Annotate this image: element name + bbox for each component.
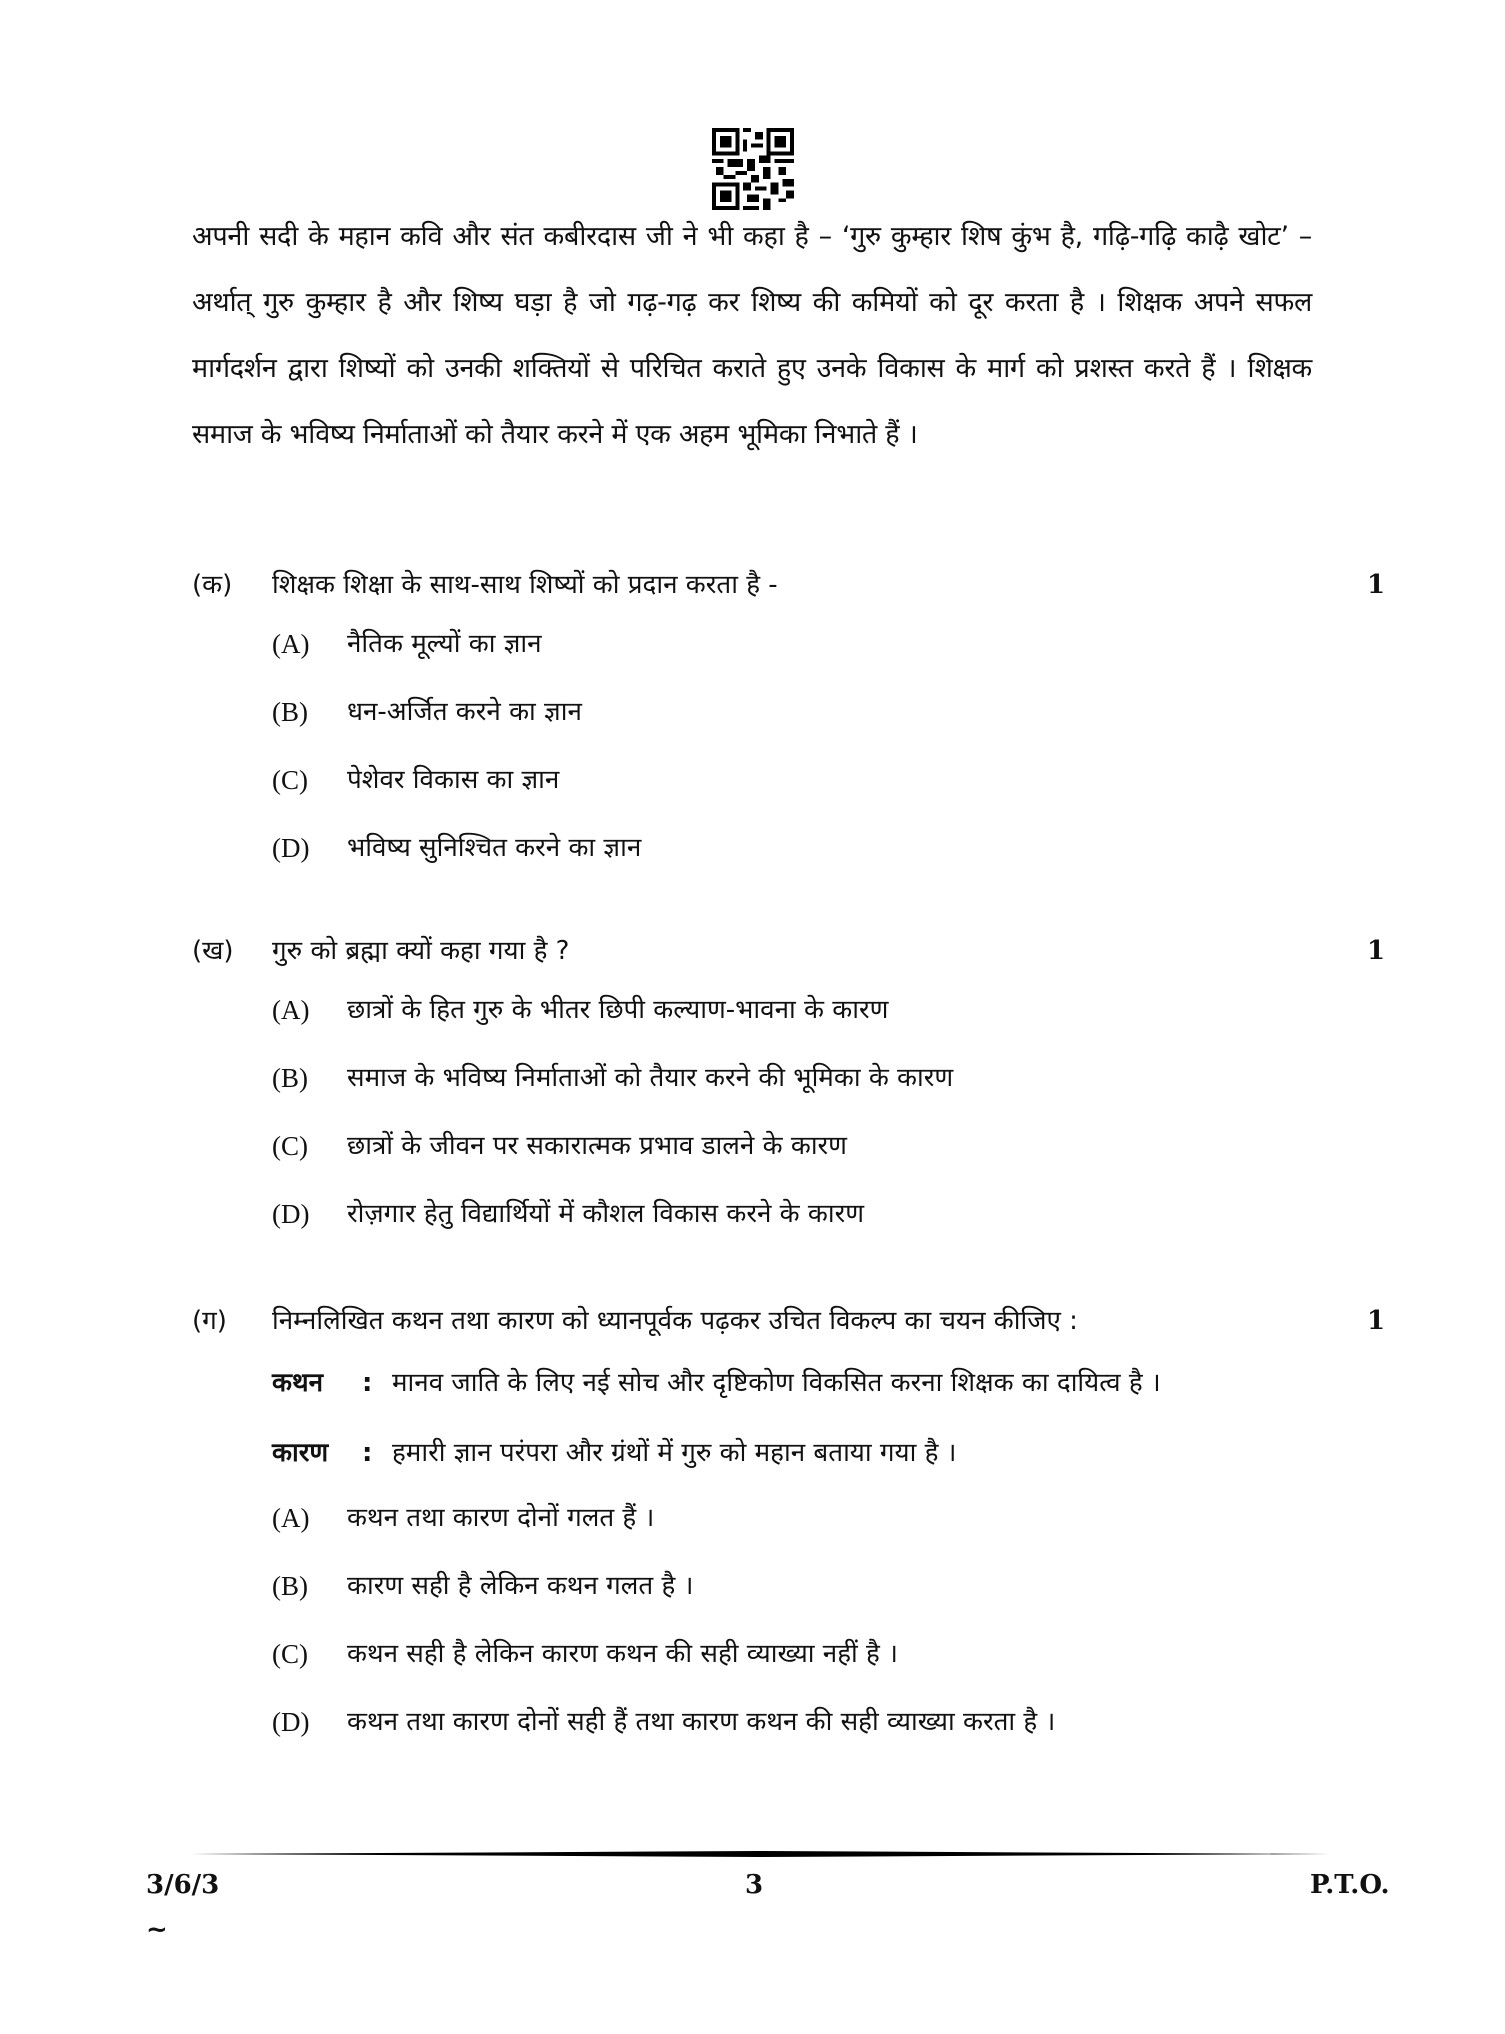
question-marks: 1 (1367, 936, 1386, 966)
question-kha (192, 926, 1392, 1248)
option-a[interactable] (192, 1484, 1392, 1552)
option-letter: (A) (272, 1503, 310, 1533)
option-b[interactable] (192, 1044, 1392, 1112)
question-number: (क) (192, 570, 233, 600)
option-letter: (B) (272, 1571, 308, 1601)
paper-code: 3/6/3 (146, 1870, 220, 1900)
option-text: कथन सही है लेकिन कारण कथन की सही व्याख्या नहीं है । (347, 1639, 898, 1669)
option-c[interactable] (192, 1112, 1392, 1180)
option-d[interactable] (192, 1180, 1392, 1248)
reason (192, 1422, 1392, 1484)
assertion (192, 1352, 1392, 1414)
option-letter: (B) (272, 697, 308, 727)
option-text: धन-अर्जित करने का ज्ञान (347, 697, 582, 727)
page-number: 3 (745, 1870, 764, 1900)
question-marks: 1 (1367, 1306, 1386, 1336)
footer-divider (190, 1851, 1330, 1857)
question-number: (ग) (192, 1306, 227, 1336)
option-letter: (B) (272, 1063, 308, 1093)
pto-label: P.T.O. (1310, 1870, 1390, 1900)
option-letter: (A) (272, 995, 310, 1025)
question-number: (ख) (192, 936, 234, 966)
tilde-mark: ~ (146, 1915, 168, 1945)
question-ga (192, 1296, 1392, 1756)
question-ka (192, 560, 1392, 882)
option-text: नैतिक मूल्यों का ज्ञान (347, 629, 542, 659)
option-text: कारण सही है लेकिन कथन गलत है । (347, 1571, 694, 1601)
option-c[interactable] (192, 746, 1392, 814)
option-text: कथन तथा कारण दोनों सही हैं तथा कारण कथन की सही व्याख्या करता है । (347, 1707, 1056, 1737)
question-text: निम्नलिखित कथन तथा कारण को ध्यानपूर्वक पढ़कर उचित विकल्प का चयन कीजिए : (272, 1306, 1078, 1336)
option-text: कथन तथा कारण दोनों गलत हैं । (347, 1503, 655, 1533)
reason-text: हमारी ज्ञान परंपरा और ग्रंथों में गुरु को महान बताया गया है । (392, 1438, 957, 1468)
option-text: पेशेवर विकास का ज्ञान (347, 765, 560, 795)
assertion-text: मानव जाति के लिए नई सोच और दृष्टिकोण विकसित करना शिक्षक का दायित्व है । (392, 1368, 1161, 1398)
option-text: रोज़गार हेतु विद्यार्थियों में कौशल विकास करने के कारण (347, 1199, 865, 1229)
option-letter: (A) (272, 629, 310, 659)
option-text: भविष्य सुनिश्चित करने का ज्ञान (347, 833, 642, 863)
question-text: गुरु को ब्रह्मा क्यों कहा गया है ? (272, 936, 570, 966)
option-d[interactable] (192, 1688, 1392, 1756)
option-letter: (D) (272, 1199, 310, 1229)
assertion-colon: : (362, 1368, 373, 1398)
passage-text: अपनी सदी के महान कवि और संत कबीरदास जी ने भी कहा है – ‘गुरु कुम्हार शिष कुंभ है, गढ़ि-गढ़ि काढ़ै खोट’ – अर्थात् गुरु कुम्हार है और शिष्य घड़ा है जो गढ़-गढ़ कर शिष्य की कमियों को दूर करता है । शिक्षक अपने सफल मार्गदर्शन द्वारा शिष्यों को उनकी शक्तियों से परिचित कराते हुए उनके विकास के मार्ग को प्रशस्त करते हैं । शिक्षक समाज के भविष्य निर्माताओं को तैयार करने में एक अहम भूमिका निभाते हैं । (192, 221, 1312, 450)
qr-code-icon (712, 128, 794, 210)
option-d[interactable] (192, 814, 1392, 882)
option-text: छात्रों के हित गुरु के भीतर छिपी कल्याण-भावना के कारण (347, 995, 889, 1025)
option-letter: (C) (272, 1131, 308, 1161)
option-text: समाज के भविष्य निर्माताओं को तैयार करने की भूमिका के कारण (347, 1063, 954, 1093)
assertion-label: कथन (272, 1368, 324, 1398)
option-letter: (D) (272, 833, 310, 863)
option-a[interactable] (192, 976, 1392, 1044)
option-c[interactable] (192, 1620, 1392, 1688)
reason-colon: : (362, 1438, 373, 1468)
option-b[interactable] (192, 678, 1392, 746)
option-b[interactable] (192, 1552, 1392, 1620)
option-letter: (C) (272, 1639, 308, 1669)
question-text: शिक्षक शिक्षा के साथ-साथ शिष्यों को प्रदान करता है - (272, 570, 778, 600)
question-marks: 1 (1367, 570, 1386, 600)
option-a[interactable] (192, 610, 1392, 678)
option-text: छात्रों के जीवन पर सकारात्मक प्रभाव डालने के कारण (347, 1131, 847, 1161)
reason-label: कारण (272, 1438, 329, 1468)
option-letter: (C) (272, 765, 308, 795)
option-letter: (D) (272, 1707, 310, 1737)
